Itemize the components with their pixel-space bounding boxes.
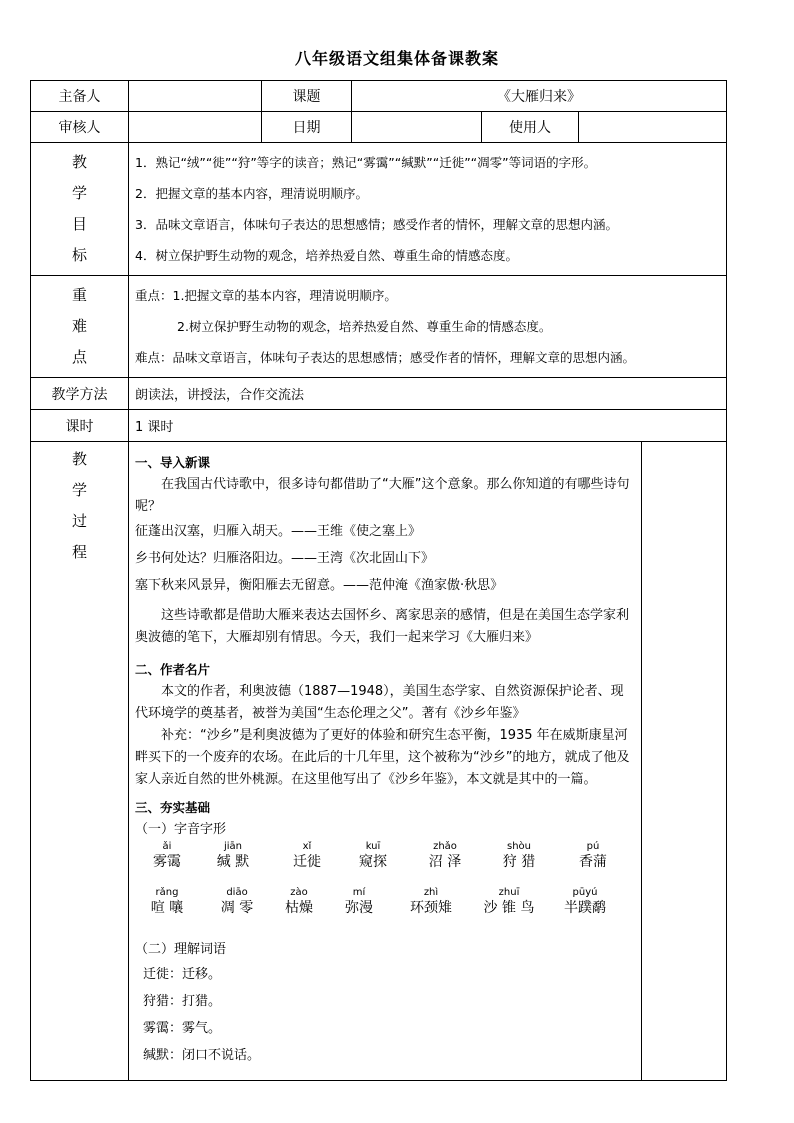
section-basics-title: 三、夯实基础: [135, 800, 211, 815]
pinyin-word: kuī 窥探: [359, 841, 387, 870]
method-row: [31, 378, 727, 410]
period-value: 1 课时: [129, 410, 727, 442]
date-label: 日期: [262, 112, 352, 143]
process-notes-column: [642, 442, 727, 1081]
period-row: [31, 410, 727, 442]
pinyin-word: rǎng 喧 嚷: [150, 887, 184, 916]
key-point-line: 重点：1.把握文章的基本内容，理清说明顺序。: [135, 288, 397, 303]
topic-value: 《大雁归来》: [352, 81, 727, 112]
process-content: [129, 442, 642, 1081]
pinyin-word: ǎi 雾霭: [153, 841, 181, 870]
pinyin-word: pūyú 半蹼鹬: [564, 887, 606, 916]
method-label: 教学方法: [31, 378, 129, 410]
objective-item: 4．树立保护野生动物的观念，培养热爱自然、尊重生命的情感态度。: [135, 248, 518, 263]
method-value: 朗读法，讲授法，合作交流法: [129, 378, 727, 410]
key-points-label: 重 难 点: [31, 276, 129, 378]
intro-paragraph: 在我国古代诗歌中，很多诗句都借助了“大雁”这个意象。那么你知道的有哪些诗句呢？: [135, 477, 630, 514]
preparer-value: [129, 81, 262, 112]
objectives-label: 教 学 目 标: [31, 143, 129, 276]
user-label: 使用人: [482, 112, 579, 143]
supplement-paragraph: 补充：“沙乡”是利奥波德为了更好的体验和研究生态平衡，1935 年在威斯康星河畔买下的一个废弃的农场。在此后的十几年里，这个被称为“沙乡”的地方，就成了他及家人亲近自然的世外桃源。在这里他写出了《沙乡年鉴》，本文就是其中的一篇。: [135, 728, 630, 787]
term-line: 雾霭：雾气。: [143, 1021, 222, 1036]
author-paragraph: 本文的作者，利奥波德（1887—1948），美国生态学家、自然资源保护论者、现代环境学的奠基者，被誉为美国“生态伦理之父”。著有《沙乡年鉴》: [135, 684, 624, 721]
pinyin-word: zhǎo 沼 泽: [428, 841, 462, 870]
pinyin-word: mí 弥漫: [345, 887, 373, 916]
pinyin-word: zhuī 沙 锥 鸟: [483, 887, 535, 916]
pinyin-word: pú 香蒲: [579, 841, 607, 870]
pinyin-word: zào 枯燥: [285, 887, 313, 916]
lesson-plan-table: [30, 80, 727, 1081]
user-value: [579, 112, 727, 143]
difficulty-line: 难点：品味文章语言，体味句子表达的思想感情；感受作者的情怀，理解文章的思想内涵。: [135, 350, 636, 365]
preparer-label: 主备人: [31, 81, 129, 112]
header-row-2: [31, 112, 727, 143]
topic-label: 课题: [262, 81, 352, 112]
term-line: 狩猎：打猎。: [143, 994, 222, 1009]
process-row: [31, 442, 727, 1081]
reviewer-value: [129, 112, 262, 143]
subsection-pronunciation-title: （一）字音字形: [135, 822, 227, 837]
poem-line: 塞下秋来风景异，衡阳雁去无留意。——范仲淹《渔家傲·秋思》: [135, 578, 504, 593]
objectives-content: [129, 143, 727, 276]
key-point-line: 2.树立保护野生动物的观念，培养热爱自然、尊重生命的情感态度。: [177, 319, 552, 334]
term-line: 缄默：闭口不说话。: [143, 1048, 261, 1063]
poem-line: 征蓬出汉塞，归雁入胡天。——王维《使之塞上》: [135, 524, 422, 539]
pinyin-row-2: [135, 887, 635, 933]
pinyin-word: shòu 狩 猎: [502, 841, 536, 870]
section-author-title: 二、作者名片: [135, 662, 211, 677]
pinyin-word: xǐ 迁徙: [293, 841, 321, 870]
key-points-row: [31, 276, 727, 378]
poem-line: 乡书何处达？归雁洛阳边。——王湾《次北固山下》: [135, 551, 435, 566]
objective-item: 1．熟记“绒”“徙”“狩”等字的读音；熟记“雾霭”“缄默”“迁徙”“凋零”等词语的字形。: [135, 155, 597, 170]
pinyin-word: zhì 环颈雉: [410, 887, 452, 916]
objective-item: 2．把握文章的基本内容，理清说明顺序。: [135, 186, 368, 201]
subsection-vocabulary-title: （二）理解词语: [135, 942, 227, 957]
header-row-1: [31, 81, 727, 112]
objectives-row: [31, 143, 727, 276]
term-line: 迁徙：迁移。: [143, 967, 222, 982]
page-title: 八年级语文组集体备课教案: [294, 49, 499, 68]
intro-outro-paragraph: 这些诗歌都是借助大雁来表达去国怀乡、离家思亲的感情，但是在美国生态学家利奥波德的笔下，大雁却别有情思。今天，我们一起来学习《大雁归来》: [135, 608, 630, 645]
objective-item: 3．品味文章语言，体味句子表达的思想感情；感受作者的情怀，理解文章的思想内涵。: [135, 217, 618, 232]
key-points-content: [129, 276, 727, 378]
pinyin-row-1: [135, 841, 635, 887]
reviewer-label: 审核人: [31, 112, 129, 143]
process-label: 教 学 过 程: [31, 442, 129, 1081]
date-value: [352, 112, 482, 143]
section-intro-title: 一、导入新课: [135, 455, 211, 470]
pinyin-word: diāo 凋 零: [220, 887, 254, 916]
pinyin-word: jiān 缄 默: [216, 841, 250, 870]
period-label: 课时: [31, 410, 129, 442]
